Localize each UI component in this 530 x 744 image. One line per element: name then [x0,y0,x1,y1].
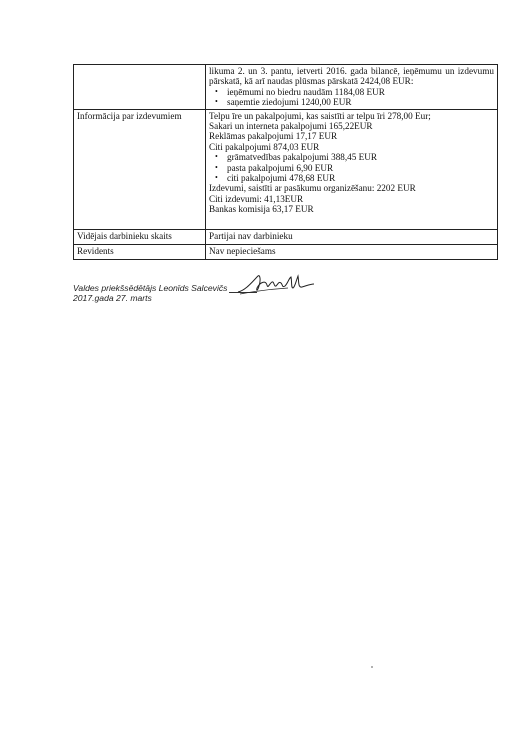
income-text: likuma 2. un 3. pantu, ietverti 2016. gada bilancē, ieņēmumu un izdevumu pārskatā, kā arī naudas plūsmas pārskatā 2424,08 EUR: [209,66,494,87]
row-label-employees: Vidējais darbinieku skaits [74,229,206,244]
list-item [209,87,494,97]
expense-line: Citi izdevumi: 41,13EUR [209,193,304,204]
row-label-empty [74,65,206,110]
income-item: ieņēmumi no biedru naudām 1184,08 EUR [227,86,385,97]
table-row [74,109,498,229]
auditor-value: Nav nepieciešams [206,244,498,259]
expenses-cell [206,109,498,229]
signature-date: 2017.gada 27. marts [73,293,152,303]
table-row [74,65,498,110]
expense-line: Izdevumi, saistīti ar pasākumu organizēšanu: 2202 EUR [209,183,416,194]
bullet-icon: • [215,86,218,96]
list-item [209,173,494,183]
expense-line: Bankas komisija 63,17 EUR [209,204,314,215]
bullet-icon: • [215,162,218,172]
bullet-icon: • [215,97,218,107]
row-label-expenses: Informācija par izdevumiem [74,109,206,229]
list-item [209,97,494,107]
table-row [74,229,498,244]
expense-line: Telpu īre un pakalpojumi, kas saistīti ar telpu īri 278,00 Eur; [209,110,431,121]
expense-line: Reklāmas pakalpojumi 17,17 EUR [209,131,338,142]
list-item [209,163,494,173]
scan-speck [371,666,373,668]
financial-report-table [73,64,498,260]
list-item [209,152,494,162]
expense-line: Sakari un interneta pakalpojumi 165,22EUR [209,121,373,132]
handwritten-signature [236,272,316,298]
signature-block [73,283,257,303]
income-item: saņemtie ziedojumi 1240,00 EUR [227,97,352,108]
table-row [74,244,498,259]
expense-subitem: citi pakalpojumi 478,68 EUR [227,173,336,184]
income-cell [206,65,498,110]
row-label-auditor: Revidents [74,244,206,259]
expense-subitem: grāmatvedības pakalpojumi 388,45 EUR [227,152,378,163]
employees-value: Partijai nav darbinieku [206,229,498,244]
signatory-name: Valdes priekšsēdētājs Leonīds Salcevičs [73,283,228,293]
bullet-icon: • [215,173,218,183]
expense-line: Citi pakalpojumi 874,03 EUR [209,141,320,152]
expense-subitem: pasta pakalpojumi 6,90 EUR [227,162,334,173]
bullet-icon: • [215,152,218,162]
